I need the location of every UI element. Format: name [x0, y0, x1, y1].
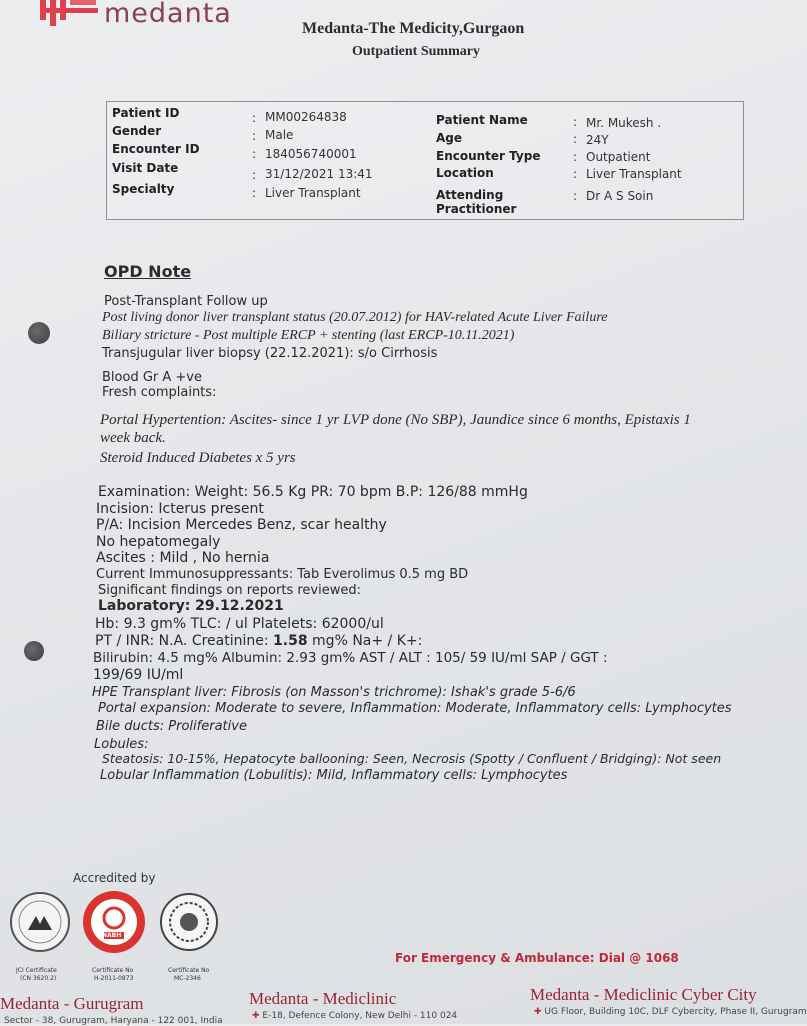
findings-line: Significant findings on reports reviewed: [98, 583, 361, 598]
ascites-line: Ascites : Mild , No hernia [96, 550, 270, 566]
lobular-inflammation-line: Lobular Inflammation (Lobulitis): Mild, Inflammatory cells: Lymphocytes [100, 768, 568, 783]
nabh-caption-2: H-2011-0873 [94, 975, 134, 982]
fresh-complaints-line: Fresh complaints: [102, 385, 217, 400]
sep: : [252, 129, 257, 143]
accredited-by-label: Accredited by [73, 871, 156, 885]
creatinine-value: 1.58 [273, 633, 308, 649]
sep: : [252, 111, 257, 125]
pa-line: P/A: Incision Mercedes Benz, scar healthy [96, 517, 387, 533]
punch-hole [24, 641, 44, 661]
branch-mediclinic-addr: ✚ E-18, Defence Colony, New Delhi - 110 024 [252, 1011, 458, 1021]
portal-expansion-line: Portal expansion: Moderate to severe, Inflammation: Moderate, Inflammatory cells: Lymphocytes [98, 701, 732, 716]
punch-hole [28, 322, 50, 344]
lab-line-3: Bilirubin: 4.5 mg% Albumin: 2.93 gm% AST / ALT : 105/ 59 IU/ml SAP / GGT : [93, 650, 608, 666]
document-title: Outpatient Summary [352, 44, 480, 59]
value-gender: Male [265, 128, 294, 142]
label-patient-id: Patient ID [112, 106, 180, 120]
nabh-text: NABH [102, 932, 122, 939]
sep: : [252, 147, 257, 161]
branch-mediclinic-name: Medanta - Mediclinic [249, 989, 397, 1008]
value-attending: Dr A S Soin [586, 189, 654, 203]
complaint-line-3: Steroid Induced Diabetes x 5 yrs [100, 450, 296, 466]
steatosis-line: Steatosis: 10-15%, Hepatocyte ballooning: Seen, Necrosis (Spotty / Confluent / Bridging): Not seen [102, 751, 722, 766]
sep: : [573, 167, 578, 181]
emergency-line: For Emergency & Ambulance: Dial @ 1068 [395, 951, 679, 965]
label-encounter-id: Encounter ID [112, 142, 200, 156]
sep: : [573, 115, 578, 129]
branch-gurugram-addr: Sector - 38, Gurugram, Haryana - 122 001, India [4, 1016, 223, 1026]
branch-cybercity-addr: ✚ UG Floor, Building 10C, DLF Cybercity, Phase II, Gurugram [534, 1007, 807, 1017]
logo-text: medanta [104, 0, 232, 29]
nabl-caption-2: MC-2346 [174, 975, 201, 982]
lab-line-4: 199/69 IU/ml [93, 667, 184, 683]
nabl-seal-icon [160, 893, 218, 951]
plus-icon: ✚ [534, 1007, 542, 1017]
bile-ducts-line: Bile ducts: Proliferative [96, 719, 247, 734]
value-specialty: Liver Transplant [265, 186, 361, 200]
biopsy-line: Transjugular liver biopsy (22.12.2021): s/o Cirrhosis [102, 346, 438, 361]
value-encounter-id: 184056740001 [265, 147, 357, 161]
sep: : [573, 150, 578, 164]
sep: : [573, 132, 578, 146]
label-attending: Attending [436, 188, 504, 202]
sep: : [252, 186, 257, 200]
value-patient-name: Mr. Mukesh . [586, 116, 662, 130]
jci-caption: JCI Certificate [16, 967, 57, 974]
immunosuppressants-line: Current Immunosuppressants: Tab Everolimus 0.5 mg BD [96, 567, 469, 582]
label-encounter-type: Encounter Type [436, 149, 541, 163]
branch-cybercity-name: Medanta - Mediclinic Cyber City [530, 985, 757, 1004]
hepatomegaly-line: No hepatomegaly [96, 534, 221, 550]
label-practitioner: Practitioner [436, 202, 517, 216]
hospital-title: Medanta-The Medicity,Gurgaon [302, 20, 525, 37]
value-encounter-type: Outpatient [586, 150, 651, 164]
plus-icon: ✚ [252, 1011, 260, 1021]
lobules-line: Lobules: [94, 737, 149, 752]
sep: : [573, 189, 578, 203]
branch-gurugram-name: Medanta - Gurugram [0, 994, 144, 1013]
lab-line-2: PT / INR: N.A. Creatinine: 1.58 mg% Na+ / K+: [95, 633, 423, 649]
lab-line-1: Hb: 9.3 gm% TLC: / ul Platelets: 62000/ul [95, 616, 384, 632]
opd-note-title: OPD Note [104, 262, 192, 281]
followup-line: Post-Transplant Follow up [104, 294, 268, 309]
hpe-line: HPE Transplant liver: Fibrosis (on Masson's trichrome): Ishak's grade 5-6/6 [92, 685, 576, 700]
nabh-caption: Certificate No [92, 967, 134, 974]
label-gender: Gender [112, 124, 162, 138]
history-line-1: Post living donor liver transplant status (20.07.2012) for HAV-related Acute Liver Failure [102, 310, 608, 325]
blood-group-line: Blood Gr A +ve [102, 370, 202, 385]
label-patient-name: Patient Name [436, 113, 528, 127]
examination-line: Examination: Weight: 56.5 Kg PR: 70 bpm B.P: 126/88 mmHg [98, 484, 528, 500]
jci-caption-2: (CN 3620.2) [20, 975, 57, 982]
laboratory-title: Laboratory: 29.12.2021 [98, 598, 284, 614]
value-age: 24Y [586, 133, 609, 147]
jci-seal-icon [10, 892, 70, 952]
nabh-seal-icon [82, 890, 146, 954]
medanta-logo-icon [40, 0, 98, 28]
label-visit-date: Visit Date [112, 161, 179, 175]
label-specialty: Specialty [112, 182, 175, 196]
value-visit-date: 31/12/2021 13:41 [265, 167, 373, 181]
complaint-line-2: week back. [100, 430, 166, 446]
label-location: Location [436, 166, 494, 180]
value-patient-id: MM00264838 [265, 110, 347, 124]
incision-line: Incision: Icterus present [96, 501, 264, 517]
history-line-2: Biliary stricture - Post multiple ERCP + stenting (last ERCP-10.11.2021) [102, 328, 515, 343]
label-age: Age [436, 131, 463, 145]
value-location: Liver Transplant [586, 167, 682, 181]
nabl-caption: Certificate No [168, 967, 210, 974]
complaint-line-1: Portal Hypertention: Ascites- since 1 yr LVP done (No SBP), Jaundice since 6 months, Epistaxis 1 [100, 412, 691, 428]
sep: : [252, 168, 257, 182]
